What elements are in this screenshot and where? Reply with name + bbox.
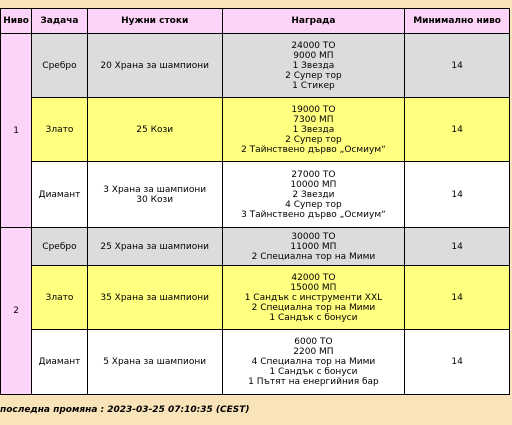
reward-cell	[223, 228, 404, 265]
reward-cell	[223, 98, 404, 161]
header-reward: Награда	[223, 9, 404, 33]
reward-cell	[223, 266, 404, 329]
reward-cell-line: 7300 МП	[293, 114, 334, 125]
level-cell: 1	[1, 34, 31, 227]
header-row	[1, 9, 509, 33]
reward-cell-line: 24000 ТО	[291, 40, 336, 51]
task-cell: Злато	[32, 266, 86, 329]
reward-cell	[223, 34, 404, 97]
task-cell: Сребро	[32, 34, 86, 97]
reward-cell-line: 2200 МП	[293, 347, 334, 357]
task-cell: Сребро	[32, 228, 86, 265]
reward-cell-line: 9000 МП	[293, 50, 334, 61]
min-level-cell: 14	[405, 228, 509, 265]
reward-cell-line: 2 Специална тор на Мими	[251, 302, 376, 313]
header-level: Ниво	[1, 9, 31, 33]
reward-cell-line: 2 Супер тор	[285, 70, 342, 81]
table-row	[1, 266, 509, 329]
reward-cell-line: 2 Специална тор на Мими	[251, 251, 376, 262]
reward-cell-line: 1 Сандък с бонуси	[269, 312, 358, 323]
task-cell: Диамант	[32, 330, 86, 394]
table-row	[1, 162, 509, 227]
reward-cell-line: 3 Тайнствено дърво „Осмиум“	[241, 209, 386, 220]
goods-cell-line: 30 Кози	[136, 194, 174, 205]
goods-cell-line: 3 Храна за шампиони	[103, 184, 207, 195]
reward-cell-line: 2 Супер тор	[285, 134, 342, 145]
reward-cell-line: 2 Тайнствено дърво „Осмиум“	[241, 144, 386, 155]
task-cell: Злато	[32, 98, 86, 161]
goods-cell-line: 5 Храна за шампиони	[103, 357, 207, 367]
reward-cell-line: 2 Звезди	[292, 189, 335, 200]
min-level-cell: 14	[405, 98, 509, 161]
min-level-cell: 14	[405, 266, 509, 329]
reward-cell-line: 1 Звезда	[292, 124, 335, 135]
reward-cell	[223, 162, 404, 227]
table-row	[1, 34, 509, 97]
reward-cell-line: 19000 ТО	[291, 104, 336, 115]
goods-cell-line: 20 Храна за шампиони	[100, 60, 210, 71]
header-goods: Нужни стоки	[88, 9, 222, 33]
level-cell: 2	[1, 228, 31, 394]
reward-cell-line: 1 Пътят на енергийния бар	[248, 377, 379, 387]
table-row	[1, 228, 509, 265]
reward-cell-line: 1 Стикер	[292, 80, 335, 91]
header-task: Задача	[32, 9, 86, 33]
reward-cell-line: 6000 ТО	[294, 337, 333, 347]
last-modified: последна промяна : 2023-03-25 07:10:35 (CEST)	[0, 405, 250, 415]
min-level-cell: 14	[405, 330, 509, 394]
reward-cell-line: 1 Сандък с бонуси	[269, 367, 358, 377]
goods-cell	[88, 34, 222, 97]
table-row	[1, 330, 509, 394]
goods-cell	[88, 330, 222, 394]
reward-cell-line: 30000 ТО	[291, 231, 336, 242]
goods-cell	[88, 98, 222, 161]
min-level-cell: 14	[405, 162, 509, 227]
goods-cell-line: 25 Кози	[136, 124, 174, 135]
tasks-table	[0, 8, 510, 395]
reward-cell-line: 4 Специална тор на Мими	[251, 357, 376, 367]
reward-cell-line: 4 Супер тор	[285, 199, 342, 210]
reward-cell-line: 42000 ТО	[291, 272, 336, 283]
reward-cell	[223, 330, 404, 394]
table-body	[1, 34, 509, 394]
reward-cell-line: 1 Сандък с инструменти XXL	[244, 292, 383, 303]
reward-cell-line: 11000 МП	[290, 241, 337, 252]
reward-cell-line: 15000 МП	[290, 282, 337, 293]
reward-cell-line: 1 Звезда	[292, 60, 335, 71]
task-cell: Диамант	[32, 162, 86, 227]
table-row	[1, 98, 509, 161]
header-min-level: Минимално ниво	[405, 9, 509, 33]
reward-cell-line: 10000 МП	[290, 179, 337, 190]
goods-cell	[88, 162, 222, 227]
goods-cell-line: 25 Храна за шампиони	[100, 241, 210, 252]
goods-cell	[88, 228, 222, 265]
min-level-cell: 14	[405, 34, 509, 97]
goods-cell-line: 35 Храна за шампиони	[100, 292, 210, 303]
goods-cell	[88, 266, 222, 329]
reward-cell-line: 27000 ТО	[291, 169, 336, 180]
